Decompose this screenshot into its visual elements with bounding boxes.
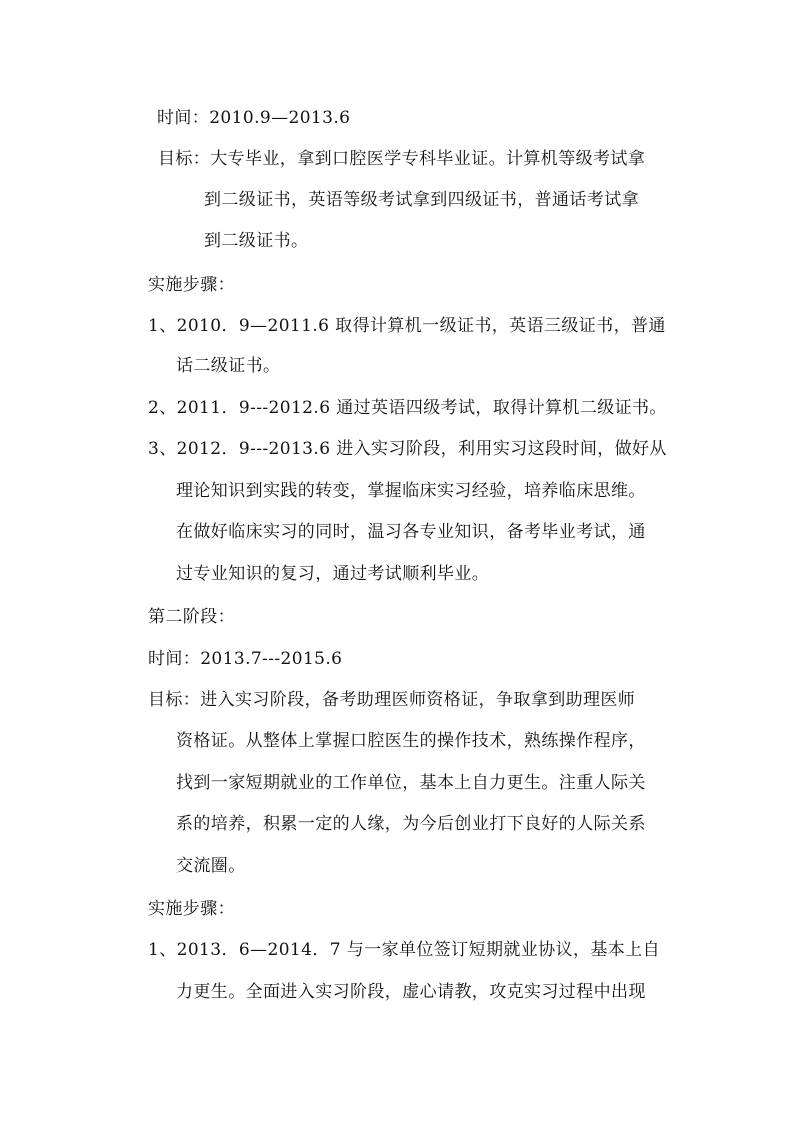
stage1-goal-line-1: 目标：大专毕业，拿到口腔医学专科毕业证。计算机等级考试拿: [158, 149, 646, 169]
stage1-step-1-line-1: 1、2010．9—2011.6 取得计算机一级证书，英语三级证书，普通: [148, 316, 666, 336]
stage1-step-3-line-3: 在做好临床实习的同时，温习各专业知识，备考毕业考试，通: [176, 522, 646, 542]
stage2-step-1-line-2: 力更生。全面进入实习阶段，虚心请教，攻克实习过程中出现: [176, 982, 646, 1002]
stage2-goal-line-3: 找到一家短期就业的工作单位，基本上自力更生。注重人际关: [176, 773, 646, 793]
stage1-step-1-line-2: 话二级证书。: [176, 356, 281, 376]
stage2-goal-line-2: 资格证。从整体上掌握口腔医生的操作技术，熟练操作程序，: [176, 731, 646, 751]
stage2-goal-line-1: 目标：进入实习阶段，备考助理医师资格证，争取拿到助理医师: [148, 690, 636, 710]
stage2-goal-line-4: 系的培养，积累一定的人缘，为今后创业打下良好的人际关系: [176, 814, 646, 834]
stage1-steps-heading: 实施步骤：: [148, 275, 235, 295]
stage1-time: 时间：2010.9—2013.6: [157, 108, 351, 128]
stage1-goal-line-3: 到二级证书。: [204, 231, 309, 251]
stage2-steps-heading: 实施步骤：: [148, 899, 235, 919]
stage1-step-3-line-2: 理论知识到实践的转变，掌握临床实习经验，培养临床思维。: [176, 481, 646, 501]
stage2-heading: 第二阶段：: [148, 607, 235, 627]
stage2-goal-line-5: 交流圈。: [176, 856, 246, 876]
stage2-time: 时间：2013.7---2015.6: [148, 649, 343, 669]
stage2-step-1-line-1: 1、2013．6—2014．7 与一家单位签订短期就业协议，基本上自: [148, 940, 660, 960]
stage1-goal-line-2: 到二级证书，英语等级考试拿到四级证书，普通话考试拿: [204, 190, 639, 210]
stage1-step-2-line-1: 2、2011．9---2012.6 通过英语四级考试，取得计算机二级证书。: [148, 398, 667, 418]
stage1-step-3-line-4: 过专业知识的复习，通过考试顺利毕业。: [176, 564, 490, 584]
stage1-step-3-line-1: 3、2012．9---2013.6 进入实习阶段，利用实习这段时间，做好从: [148, 439, 667, 459]
